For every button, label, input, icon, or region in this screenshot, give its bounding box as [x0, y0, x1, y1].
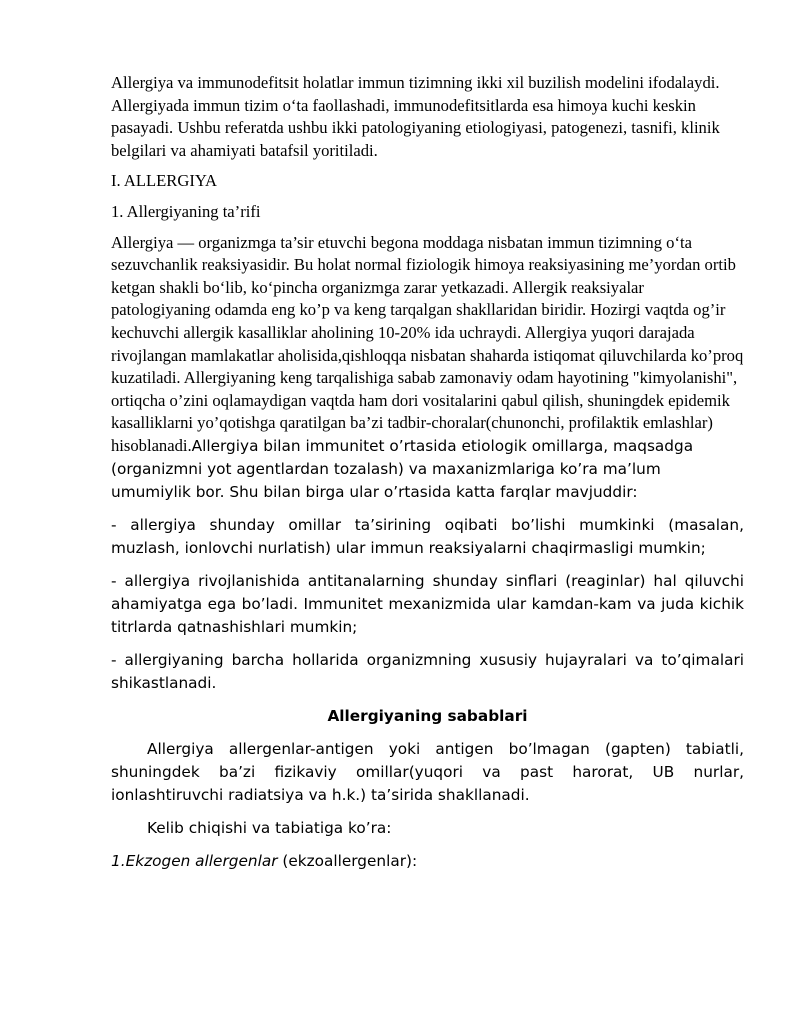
definition-sans-text: Allergiya bilan immunitet o’rtasida etiologik omillarga, maqsadga (organizmni yot agentlardan tozalash) va maxanizmlariga ko’ra ma’lum umumiylik bor. Shu bilan birga ular o’rtasida katta farqlar mavjuddir:: [111, 436, 694, 501]
section-title: I. ALLERGIYA: [111, 171, 218, 191]
bullet-item: - allergiya shunday omillar ta’sirining oqibati bo’lishi mumkinki (masalan, muzlash, ionlovchi nurlatish) ular immun reaksiyalarni chaqirmasligi mumkin;: [111, 515, 744, 557]
intro-paragraph: Allergiya va immunodefitsit holatlar immun tizimning ikki xil buzilish modelini ifodalaydi. Allergiyada immun tizim o‘ta faollashadi, immunodefitsitlarda esa himoya kuchi keskin pasayadi. Ushbu referatda ushbu ikki patologiyaning etiologiyasi, patogenezi, tasnifi, klinik belgilari va ahamiyati batafsil yoritiladi.: [111, 73, 720, 160]
exogen-label: 1.Ekzogen allergenlar: [111, 851, 278, 870]
origin-paragraph: Kelib chiqishi va tabiatiga ko’ra:: [147, 818, 392, 837]
causes-heading: Allergiyaning sabablari: [327, 706, 528, 725]
subsection-title: 1. Allergiyaning ta’rifi: [111, 201, 261, 221]
bullet-item: - allergiya rivojlanishida antitanalarning shunday sinflari (reaginlar) hal qiluvchi ahamiyatga ega bo’ladi. Immunitet mexanizmida ular kamdan-kam va juda kichik titrlarda qatnashishlari mumkin;: [111, 571, 744, 636]
exogen-suffix: (ekzoallergenlar):: [277, 851, 418, 870]
causes-paragraph: Allergiya allergenlar-antigen yoki antigen bo’lmagan (gapten) tabiatli, shuningdek ba’zi fizikaviy omillar(yuqori va past harorat, UB nurlar, ionlashtiruvchi radiatsiya va h.k.) ta’sirida shakllanadi.: [111, 739, 744, 804]
exogen-paragraph: [111, 850, 744, 873]
definition-paragraph: [111, 232, 744, 504]
bullet-item: - allergiyaning barcha hollarida organizmning xususiy hujayralari va to’qimalari shikastlanadi.: [111, 650, 744, 692]
document-page: [111, 72, 744, 873]
definition-serif-text: Allergiya — organizmga ta’sir etuvchi begona moddaga nisbatan immun tizimning o‘ta sezuvchanlik reaksiyasidir. Bu holat normal fiziologik himoya reaksiyasining me’yordan ortib ketgan shakli bo‘lib, ko‘pincha organizmga zarar yetkazadi. Allergik reaksiyalar patologiyaning odamda eng ko’p va keng tarqalgan shakllaridan biridir. Hozirgi vaqtda og’ir kechuvchi allergik kasalliklar aholining 10-20% ida uchraydi. Allergiya yuqori darajada rivojlangan mamlakatlar aholisida,qishloqqa nisbatan shaharda istiqomat qiluvchilarda ko’proq kuzatiladi. Allergiyaning keng tarqalishiga sabab zamonaviy odam hayotining "kimyolanishi", ortiqcha o’zini oqlamaydigan vaqtda ham dori vositalarini qabul qilish, shuningdek epidemik kasalliklarni yo’qotishga qaratilgan ba’zi tadbir-choralar(chunonchi, profilaktik emlashlar) hisoblanadi.: [111, 232, 744, 455]
